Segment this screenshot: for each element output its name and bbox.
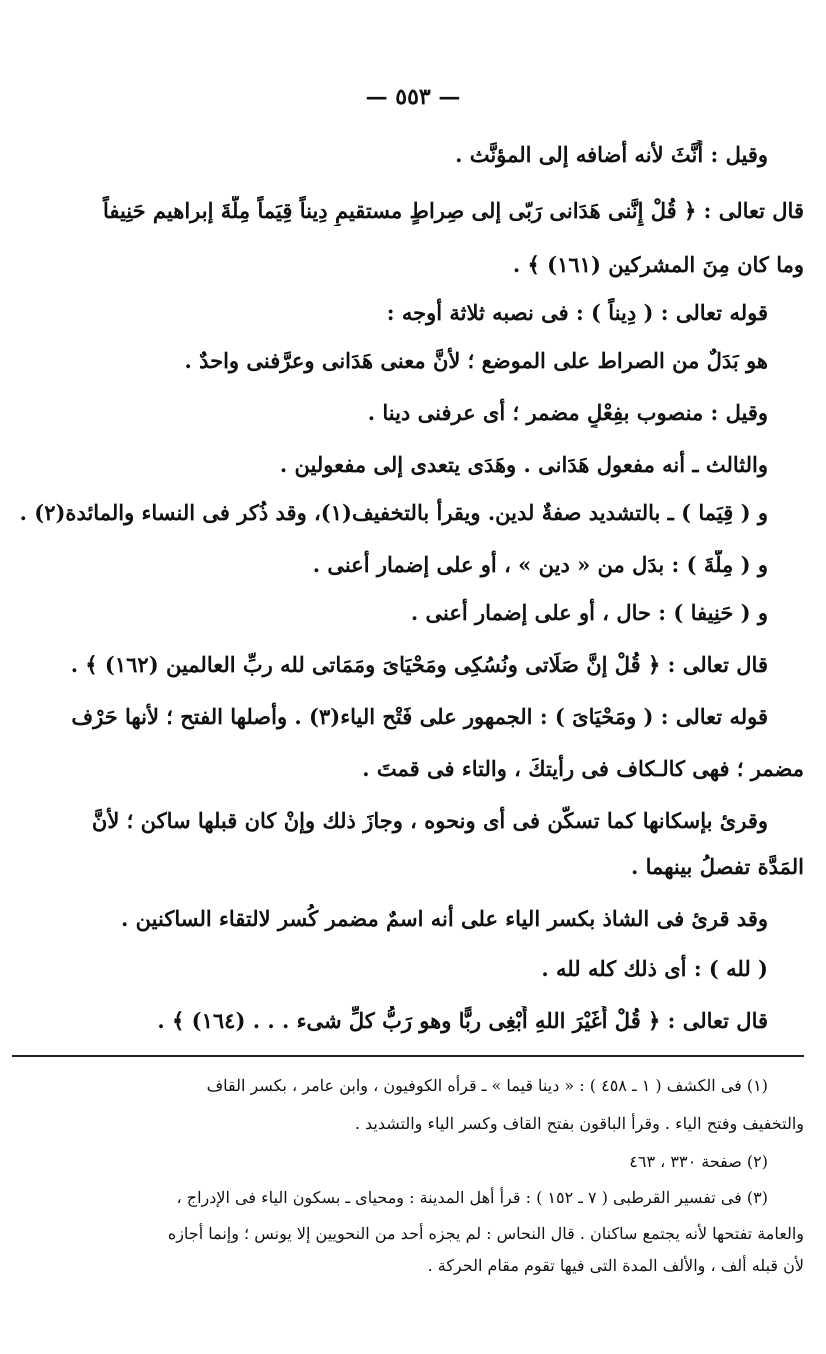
text-line: و ( مِلَّةَ ) : بدَل من « دين » ، أو على إضمار أعنى . — [312, 552, 768, 577]
text-line: وقرئ بإسكانها كما تسكّن فى أى ونحوه ، وجازَ ذلك وإنْ كان قبلها ساكن ؛ لأنَّ — [91, 808, 768, 833]
footnote-line: والعامة تفتحها لأنه يجتمع ساكنان . قال النحاس : لم يجزه أحد من النحويين إلا يونس ؛ وإنما أجازه — [167, 1224, 804, 1243]
text-line: قوله تعالى : ( دِيناً ) : فى نصبه ثلاثة أوجه : — [386, 300, 768, 325]
footnote-line: (١) فى الكشف ( ١ ـ ٤٥٨ ) : « دينا قيما » ـ قرأه الكوفيون ، وابن عامر ، بكسر القاف — [206, 1076, 768, 1095]
text-line: قال تعالى : ﴿ قُلْ إِنَّنى هَدَانى رَبّى إلى صِراطٍ مستقيمٍ دِيناً قِيَماً مِلَّةَ إبراهيم حَنِيفاً — [102, 198, 804, 223]
text-line: مضمر ؛ فهى كالـكاف فى رأيتكَ ، والتاء فى قمتَ . — [362, 756, 804, 781]
text-line: المَدَّة تفصلُ بينهما . — [631, 854, 804, 879]
text-line: و ( قِيَما ) ـ بالتشديد صفةٌ لدين. ويقرأ بالتخفيف(١)، وقد ذُكر فى النساء والمائدة(٢) . — [19, 500, 768, 525]
text-line: وما كان مِنَ المشركين (١٦١) ﴾ . — [512, 252, 804, 277]
page-number: — ٥٥٣ — — [365, 84, 461, 110]
text-line: والثالث ـ أنه مفعول هَدَانى . وهَدَى يتعدى إلى مفعولين . — [279, 452, 768, 477]
text-line: و ( حَنِيفا ) : حال ، أو على إضمار أعنى . — [410, 600, 768, 625]
text-line: قوله تعالى : ( ومَحْيَاىَ ) : الجمهور على فَتْح الياء(٣) . وأصلها الفتح ؛ لأنها حَرْف — [71, 704, 768, 729]
text-line: وقيل : منصوب بفِعْلٍ مضمر ؛ أى عرفنى دينا . — [367, 400, 768, 425]
text-line: قال تعالى : ﴿ قُلْ أَغَيْرَ اللهِ أَبْغِى ربًّا وهو رَبُّ كلِّ شىء . . . (١٦٤) ﴾ . — [157, 1008, 768, 1033]
footnote-divider — [12, 1055, 804, 1057]
text-line: وقد قرئ فى الشاذ بكسر الياء على أنه اسمٌ مضمر كُسر لالتقاء الساكنين . — [121, 906, 768, 931]
footnote-line: (٣) فى تفسير القرطبى ( ٧ ـ ١٥٢ ) : قرأ أهل المدينة : ومحياى ـ بسكون الياء فى الإدراج ، — [176, 1188, 768, 1207]
footnote-line: والتخفيف وفتح الياء . وقرأ الباقون بفتح القاف وكسر الياء والتشديد . — [354, 1114, 804, 1133]
footnote-line: لأن قبله ألف ، والألف المدة التى فيها تقوم مقام الحركة . — [427, 1256, 804, 1275]
text-line: وقيل : أَنَّثَ لأنه أضافه إلى المؤنَّث . — [455, 142, 768, 167]
text-line: هو بَدَلٌ من الصراط على الموضع ؛ لأنَّ معنى هَدَانى وعرَّفنى واحدٌ . — [184, 348, 768, 373]
text-line: ( لله ) : أى ذلك كله لله . — [541, 956, 768, 981]
text-line: قال تعالى : ﴿ قُلْ إنَّ صَلَاتى ونُسُكِى ومَحْيَاىَ ومَمَاتى لله ربِّ العالمين (١٦٢) ﴾ . — [70, 652, 768, 677]
footnote-line: (٢) صفحة ٣٣٠ ، ٤٦٣ — [629, 1152, 768, 1171]
